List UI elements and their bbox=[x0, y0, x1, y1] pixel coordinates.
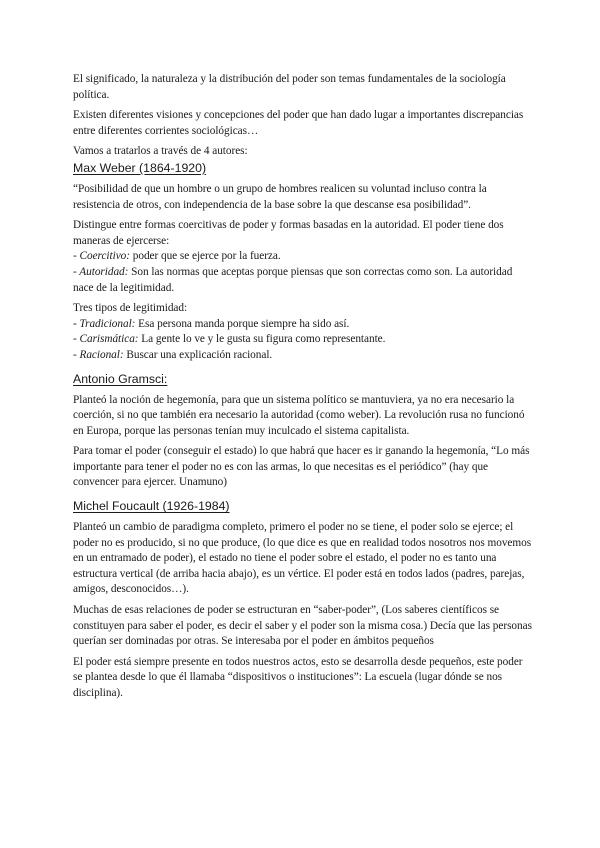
list-text: Son las normas que aceptas porque piensas que son correctas como son. La autoridad nace de la legitimidad. bbox=[73, 265, 513, 294]
intro-paragraph: El significado, la naturaleza y la distribución del poder son temas fundamentales de la sociología política. bbox=[73, 73, 506, 101]
list-term: - Coercitivo: bbox=[73, 250, 130, 263]
list-item bbox=[73, 332, 532, 348]
list-item bbox=[73, 348, 532, 364]
weber-paragraph: Distingue entre formas coercitivas de poder y formas basadas en la autoridad. El poder tiene dos maneras de ejercerse: bbox=[73, 219, 504, 247]
weber-paragraph: Tres tipos de legitimidad: bbox=[73, 302, 188, 315]
list-item bbox=[73, 249, 532, 265]
list-term: - Autoridad: bbox=[73, 265, 129, 278]
weber-heading-text: Max Weber (1864-1920) bbox=[73, 160, 207, 175]
section-heading-weber bbox=[73, 160, 532, 177]
list-text: poder que se ejerce por la fuerza. bbox=[129, 250, 281, 263]
section-heading-gramsci bbox=[73, 371, 532, 388]
foucault-paragraph: Muchas de esas relaciones de poder se estructuran en “saber-poder”, (Los saberes científicos se constituyen para saber el poder, es decir el saber y el poder son la misma cosa.) Decía que las personas querían ser dominadas por otras. Se interesaba por el poder en ámbitos pequeños bbox=[73, 604, 532, 648]
foucault-heading-text: Michel Foucault (1926-1984) bbox=[73, 499, 230, 514]
list-term: - Carismática: bbox=[73, 333, 139, 346]
list-term: - Tradicional: bbox=[73, 317, 136, 330]
list-item bbox=[73, 265, 532, 296]
list-text: Esa persona manda porque siempre ha sido así. bbox=[135, 317, 350, 330]
list-text: Buscar una explicación racional. bbox=[123, 348, 273, 361]
foucault-paragraph: Planteó un cambio de paradigma completo, primero el poder no se tiene, el poder solo se ejerce; el poder no es producido, si no que produce, (lo que dice es que en realidad todos nosotros nos movemos en un entramado de poder), el estado no tiene el poder sobre el estado, el poder no es tanto una estructura vertical (de arriba hacia abajo), es un vértice. El poder está en todos lados (padres, parejas, amigos, desconocidos…). bbox=[73, 521, 532, 596]
section-heading-foucault bbox=[73, 498, 532, 515]
intro-paragraph: Vamos a tratarlos a través de 4 autores: bbox=[73, 145, 248, 158]
weber-quote: “Posibilidad de que un hombre o un grupo de hombres realicen su voluntad incluso contra la resistencia de otros, con independencia de la base sobre la que descanse esa posibilidad”. bbox=[73, 182, 487, 211]
gramsci-heading-text: Antonio Gramsci: bbox=[73, 371, 168, 386]
foucault-paragraph: El poder está siempre presente en todos nuestros actos, esto se desarrolla desde pequeños, este poder se plantea desde lo que él llamaba “dispositivos o instituciones”: La escuela (lugar dónde se nos disciplina). bbox=[73, 655, 523, 699]
list-text: La gente lo ve y le gusta su figura como representante. bbox=[138, 333, 386, 346]
gramsci-paragraph: Planteó la noción de hegemonía, para que un sistema político se mantuviera, ya no era necesario la coerción, si no que también era necesario la autoridad (como weber). La revolución rusa no funcionó en Europa, porque las personas tenían muy inculcado el sistema capitalista. bbox=[73, 393, 525, 437]
gramsci-paragraph: Para tomar el poder (conseguir el estado) lo que habrá que hacer es ir ganando la hegemonía, “Lo más importante para tener el poder no es con las armas, lo que necesitas es el periódico” (hay que convencer para ejercer. Unamuno) bbox=[73, 445, 530, 489]
list-item bbox=[73, 317, 532, 333]
list-term: - Racional: bbox=[73, 348, 124, 361]
intro-paragraph: Existen diferentes visiones y concepciones del poder que han dado lugar a importantes discrepancias entre diferentes corrientes sociológicas… bbox=[73, 109, 524, 137]
